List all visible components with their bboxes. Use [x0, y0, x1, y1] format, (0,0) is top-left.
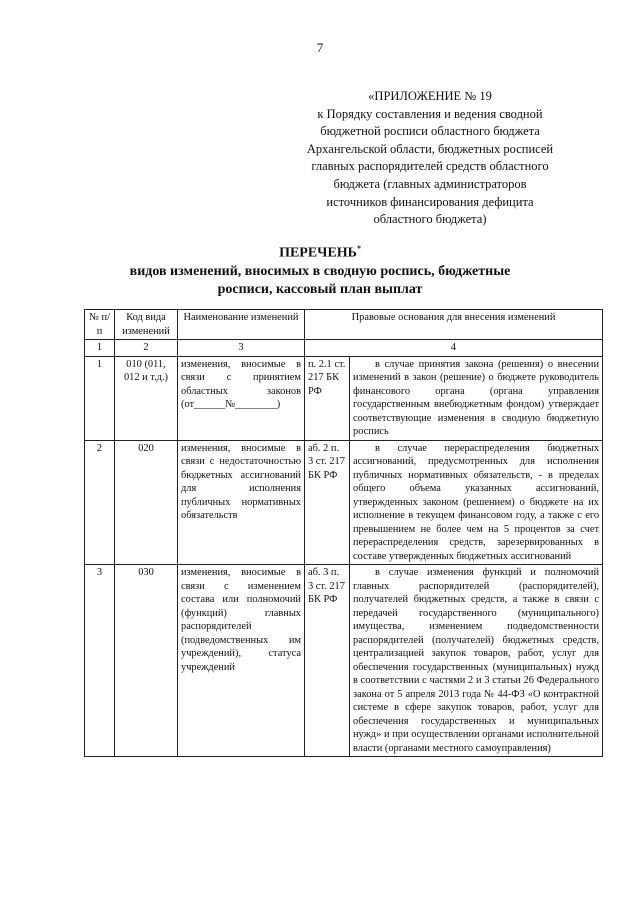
appendix-line: бюджета (главных администраторов [333, 176, 527, 191]
row-law: аб. 2 п. 3 ст. 217 БК РФ [305, 440, 350, 565]
footnote-mark: * [356, 244, 361, 253]
changes-table [84, 309, 603, 757]
index-cell: 1 [85, 340, 115, 357]
row-code: 030 [115, 565, 178, 757]
row-law: п. 2.1 ст. 217 БК РФ [305, 356, 350, 440]
row-code: 010 (011, 012 и т.д.) [115, 356, 178, 440]
row-text: в случае перераспределения бюджетных ассигнований, предусмотренных для исполнения публичных нормативных обязательств, - в пределах общего объема указанных ассигнований, утвержденных законом (решением) о бюджете на их исполнение в текущем финансовом году, а также с его превышением не более чем на 5 процентов за счет перераспределения средств, зарезервированных в составе утвержденных бюджетных ассигнований [350, 440, 603, 565]
appendix-line: источников финансирования дефицита [326, 194, 534, 209]
table-row [85, 565, 603, 757]
row-name: изменения, вносимые в связи с изменением состава или полномочий (функций) главных распорядителей (подведомственных им учреждений), статуса учреждений [178, 565, 305, 757]
table-header-row [85, 310, 603, 340]
title-main: ПЕРЕЧЕНЬ* [279, 244, 361, 261]
appendix-line: бюджетной росписи областного бюджета [320, 124, 540, 139]
appendix-line: главных распорядителей средств областного [311, 159, 549, 174]
title-subline: видов изменений, вносимых в сводную роспись, бюджетные [129, 263, 511, 279]
appendix-line: Архангельской области, бюджетных росписей [306, 141, 554, 156]
header-basis: Правовые основания для внесения изменений [305, 310, 603, 340]
header-code: Код вида изменений [115, 310, 178, 340]
row-text: в случае изменения функций и полномочий главных распорядителей (распорядителей), получателей бюджетных средств, а также в связи с передачей государственного (муниципального) имущества, изменением подведомственности распорядителей (получателей) бюджетных средств, централизацией закупок товаров, работ, услуг для обеспечения государственных (муниципальных) нужд в соответствии с частями 2 и 3 статьи 26 Федерального закона от 5 апреля 2013 года № 44-ФЗ «О контрактной системе в сфере закупок товаров, работ, услуг для обеспечения государственных и муниципальных нужд» и при осуществлении органами исполнительной власти (органами местного самоуправления) [350, 565, 603, 757]
row-text: в случае принятия закона (решения) о внесении изменений в закон (решение) о бюджете руководитель финансового органа (органа управления государственным внебюджетным фондом) утверждает соответствующие изменения в сводную бюджетную роспись [350, 356, 603, 440]
row-num: 2 [85, 440, 115, 565]
index-cell: 2 [115, 340, 178, 357]
table-row [85, 440, 603, 565]
table-row [85, 356, 603, 440]
document-title [0, 240, 640, 299]
appendix-line: областного бюджета) [373, 212, 487, 227]
appendix-header [280, 88, 580, 229]
table-index-row [85, 340, 603, 357]
title-subline: росписи, кассовый план выплат [217, 281, 423, 297]
header-num: № п/п [85, 310, 115, 340]
appendix-line: «ПРИЛОЖЕНИЕ № 19 [368, 89, 492, 103]
header-name: Наименование изменений [178, 310, 305, 340]
index-cell: 4 [305, 340, 603, 357]
row-law: аб. 3 п. 3 ст. 217 БК РФ [305, 565, 350, 757]
page-number: 7 [316, 40, 324, 55]
row-code: 020 [115, 440, 178, 565]
index-cell: 3 [178, 340, 305, 357]
appendix-line: к Порядку составления и ведения сводной [317, 106, 543, 121]
row-num: 1 [85, 356, 115, 440]
row-name: изменения, вносимые в связи с принятием областных законов (от______№________) [178, 356, 305, 440]
row-num: 3 [85, 565, 115, 757]
row-name: изменения, вносимые в связи с недостаточностью бюджетных ассигнований для исполнения публичных нормативных обязательств [178, 440, 305, 565]
